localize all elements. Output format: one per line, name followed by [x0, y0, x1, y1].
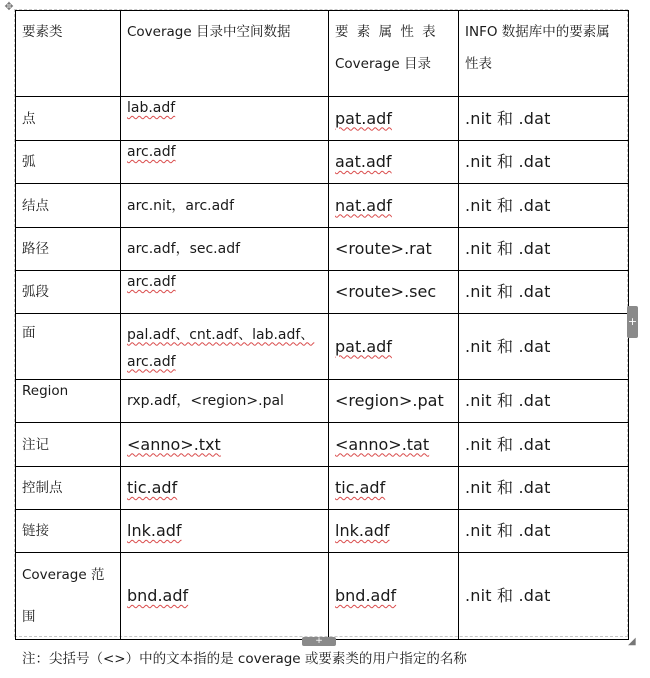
info-table-cell: .nit 和 .dat	[459, 467, 629, 510]
spatial-data-cell: arc.adf	[121, 141, 329, 184]
spatial-data-cell: arc.nit，arc.adf	[121, 184, 329, 228]
attribute-table-cell: <route>.sec	[329, 271, 459, 314]
table-row	[16, 423, 629, 467]
add-row-button[interactable]	[302, 637, 336, 646]
feature-class-cell: 控制点	[16, 467, 121, 510]
spatial-data-cell: pal.adf、cnt.adf、lab.adf、 arc.adf	[121, 314, 329, 380]
info-table-cell: .nit 和 .dat	[459, 184, 629, 228]
table-row	[16, 380, 629, 423]
table-row	[16, 271, 629, 314]
spatial-data-cell: rxp.adf，<region>.pal	[121, 380, 329, 423]
info-table-cell: .nit 和 .dat	[459, 553, 629, 640]
table-header-row	[16, 11, 629, 97]
header-feature-class: 要素类	[16, 11, 121, 97]
attribute-table-cell: lnk.adf	[329, 510, 459, 553]
spatial-data-cell: arc.adf，sec.adf	[121, 228, 329, 271]
feature-class-cell: 面	[16, 314, 121, 380]
table-row	[16, 141, 629, 184]
resize-icon[interactable]: ◢	[628, 636, 636, 647]
feature-class-cell: 链接	[16, 510, 121, 553]
table-row	[16, 467, 629, 510]
feature-class-cell: 点	[16, 97, 121, 141]
table-row	[16, 510, 629, 553]
feature-class-cell: 弧	[16, 141, 121, 184]
spatial-data-cell: tic.adf	[121, 467, 329, 510]
info-table-cell: .nit 和 .dat	[459, 97, 629, 141]
info-table-cell: .nit 和 .dat	[459, 228, 629, 271]
plus-icon: +	[627, 315, 638, 328]
plus-icon: +	[315, 636, 323, 646]
feature-class-cell: 结点	[16, 184, 121, 228]
feature-class-cell: 路径	[16, 228, 121, 271]
feature-class-cell: Region	[16, 380, 121, 423]
table-row	[16, 228, 629, 271]
info-table-cell: .nit 和 .dat	[459, 314, 629, 380]
table-row	[16, 553, 629, 640]
coverage-feature-table	[15, 10, 629, 640]
attribute-table-cell: pat.adf	[329, 97, 459, 141]
header-spatial-data: Coverage 目录中空间数据	[121, 11, 329, 97]
spatial-data-cell: lnk.adf	[121, 510, 329, 553]
spatial-data-cell: arc.adf	[121, 271, 329, 314]
spatial-data-cell: bnd.adf	[121, 553, 329, 640]
attribute-table-cell: nat.adf	[329, 184, 459, 228]
table-row	[16, 184, 629, 228]
feature-class-cell: Coverage 范 围	[16, 553, 121, 640]
info-table-cell: .nit 和 .dat	[459, 141, 629, 184]
info-table-cell: .nit 和 .dat	[459, 510, 629, 553]
move-icon[interactable]: ✥	[4, 0, 14, 13]
header-info-table: INFO 数据库中的要素属 性表	[459, 11, 629, 97]
attribute-table-cell: tic.adf	[329, 467, 459, 510]
attribute-table-cell: pat.adf	[329, 314, 459, 380]
spatial-data-cell: lab.adf	[121, 97, 329, 141]
attribute-table-cell: <anno>.tat	[329, 423, 459, 467]
spatial-data-cell: <anno>.txt	[121, 423, 329, 467]
feature-class-cell: 弧段	[16, 271, 121, 314]
table-footnote: 注：尖括号（<>）中的文本指的是 coverage 或要素类的用户指定的名称	[22, 651, 467, 667]
attribute-table-cell: bnd.adf	[329, 553, 459, 640]
attribute-table-cell: <route>.rat	[329, 228, 459, 271]
table-row	[16, 314, 629, 380]
feature-class-cell: 注记	[16, 423, 121, 467]
header-attribute-table: 要 素 属 性 表 Coverage 目录	[329, 11, 459, 97]
table-row	[16, 97, 629, 141]
info-table-cell: .nit 和 .dat	[459, 271, 629, 314]
add-column-button[interactable]	[627, 306, 638, 338]
attribute-table-cell: aat.adf	[329, 141, 459, 184]
info-table-cell: .nit 和 .dat	[459, 380, 629, 423]
attribute-table-cell: <region>.pat	[329, 380, 459, 423]
info-table-cell: .nit 和 .dat	[459, 423, 629, 467]
